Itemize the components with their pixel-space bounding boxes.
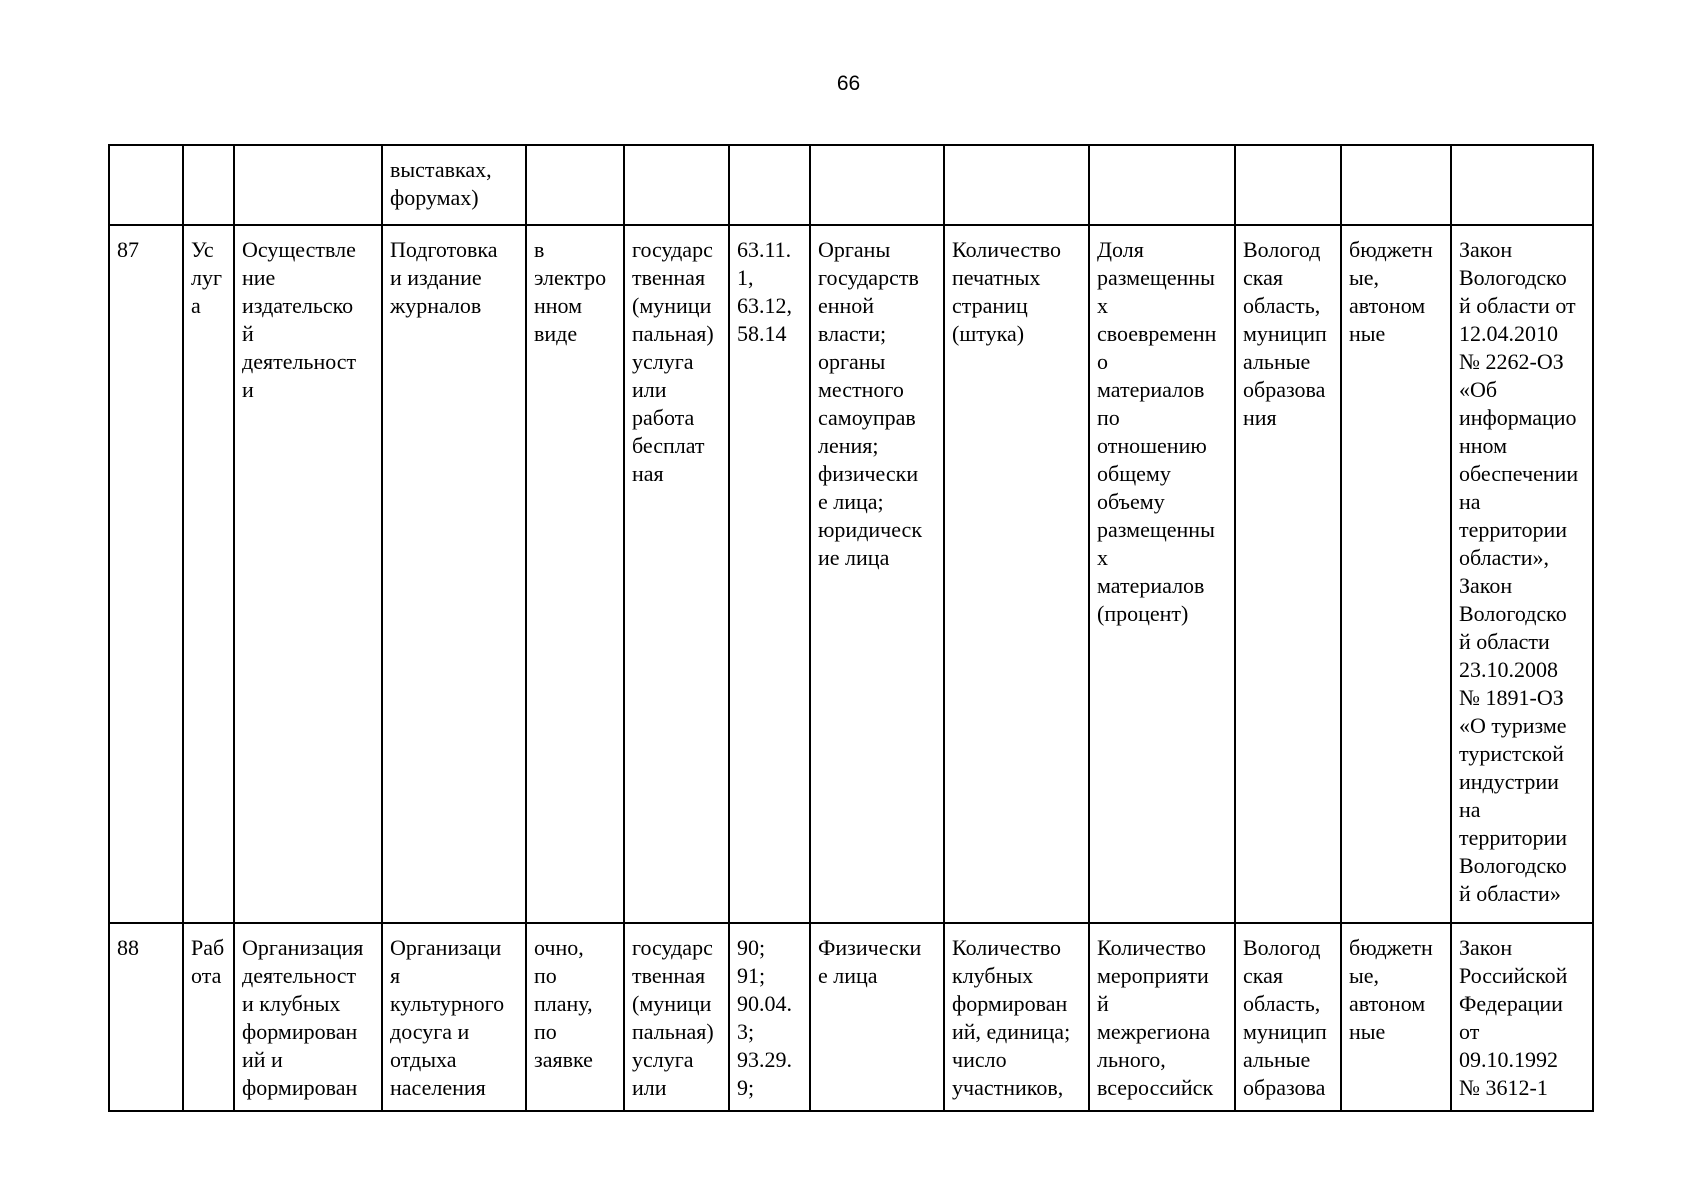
cell-volume-indicator xyxy=(944,145,1089,225)
table-row xyxy=(109,923,1593,1111)
cell-volume-indicator: Количество печатных страниц (штука) xyxy=(944,225,1089,923)
cell-type xyxy=(183,145,234,225)
cell-consumers: Физически е лица xyxy=(810,923,944,1111)
cell-service-name: Организация деятельност и клубных формирован ий и формирован xyxy=(234,923,382,1111)
services-registry-table xyxy=(108,144,1594,1112)
cell-okved: 90; 91; 90.04. 3; 93.29. 9; xyxy=(729,923,810,1111)
page-number: 66 xyxy=(836,72,861,95)
cell-service-name: Осуществле ние издательско й деятельност и xyxy=(234,225,382,923)
cell-form: очно, по плану, по заявке xyxy=(526,923,624,1111)
cell-quality-indicator xyxy=(1089,145,1235,225)
cell-legal-basis xyxy=(1451,145,1593,225)
table-row xyxy=(109,145,1593,225)
table-row xyxy=(109,225,1593,923)
cell-content: выставках, форумах) xyxy=(382,145,526,225)
cell-okved xyxy=(729,145,810,225)
cell-institution-type: бюджетн ые, автоном ные xyxy=(1341,923,1451,1111)
cell-number: 87 xyxy=(109,225,183,923)
cell-institution-type: бюджетн ые, автоном ные xyxy=(1341,225,1451,923)
cell-okved: 63.11. 1, 63.12, 58.14 xyxy=(729,225,810,923)
cell-consumers xyxy=(810,145,944,225)
cell-content: Организаци я культурного досуга и отдыха населения xyxy=(382,923,526,1111)
cell-type: Раб ота xyxy=(183,923,234,1111)
cell-territory: Вологод ская область, муницип альные образова xyxy=(1235,923,1341,1111)
cell-form xyxy=(526,145,624,225)
cell-quality-indicator: Доля размещенны х своевременн о материалов по отношению общему объему размещенны х материалов (процент) xyxy=(1089,225,1235,923)
cell-territory xyxy=(1235,145,1341,225)
cell-kind: государс твенная (муници пальная) услуга или работа бесплат ная xyxy=(624,225,729,923)
cell-quality-indicator: Количество мероприяти й межрегиона льного, всероссийск xyxy=(1089,923,1235,1111)
cell-kind xyxy=(624,145,729,225)
cell-kind: государс твенная (муници пальная) услуга или xyxy=(624,923,729,1111)
cell-volume-indicator: Количество клубных формирован ий, единица; число участников, xyxy=(944,923,1089,1111)
cell-content: Подготовка и издание журналов xyxy=(382,225,526,923)
cell-consumers: Органы государств енной власти; органы местного самоуправ ления; физически е лица; юридическ ие лица xyxy=(810,225,944,923)
cell-institution-type xyxy=(1341,145,1451,225)
cell-legal-basis: Закон Вологодско й области от 12.04.2010 № 2262-ОЗ «Об информацио нном обеспечении на территории области», Закон Вологодско й области 23.10.2008 № 1891-ОЗ «О туризме туристской индустрии на территории Вологодско й области» xyxy=(1451,225,1593,923)
cell-service-name xyxy=(234,145,382,225)
cell-number xyxy=(109,145,183,225)
cell-territory: Вологод ская область, муницип альные образова ния xyxy=(1235,225,1341,923)
cell-form: в электро нном виде xyxy=(526,225,624,923)
cell-number: 88 xyxy=(109,923,183,1111)
cell-type: Ус луг а xyxy=(183,225,234,923)
cell-legal-basis: Закон Российской Федерации от 09.10.1992 № 3612-1 xyxy=(1451,923,1593,1111)
